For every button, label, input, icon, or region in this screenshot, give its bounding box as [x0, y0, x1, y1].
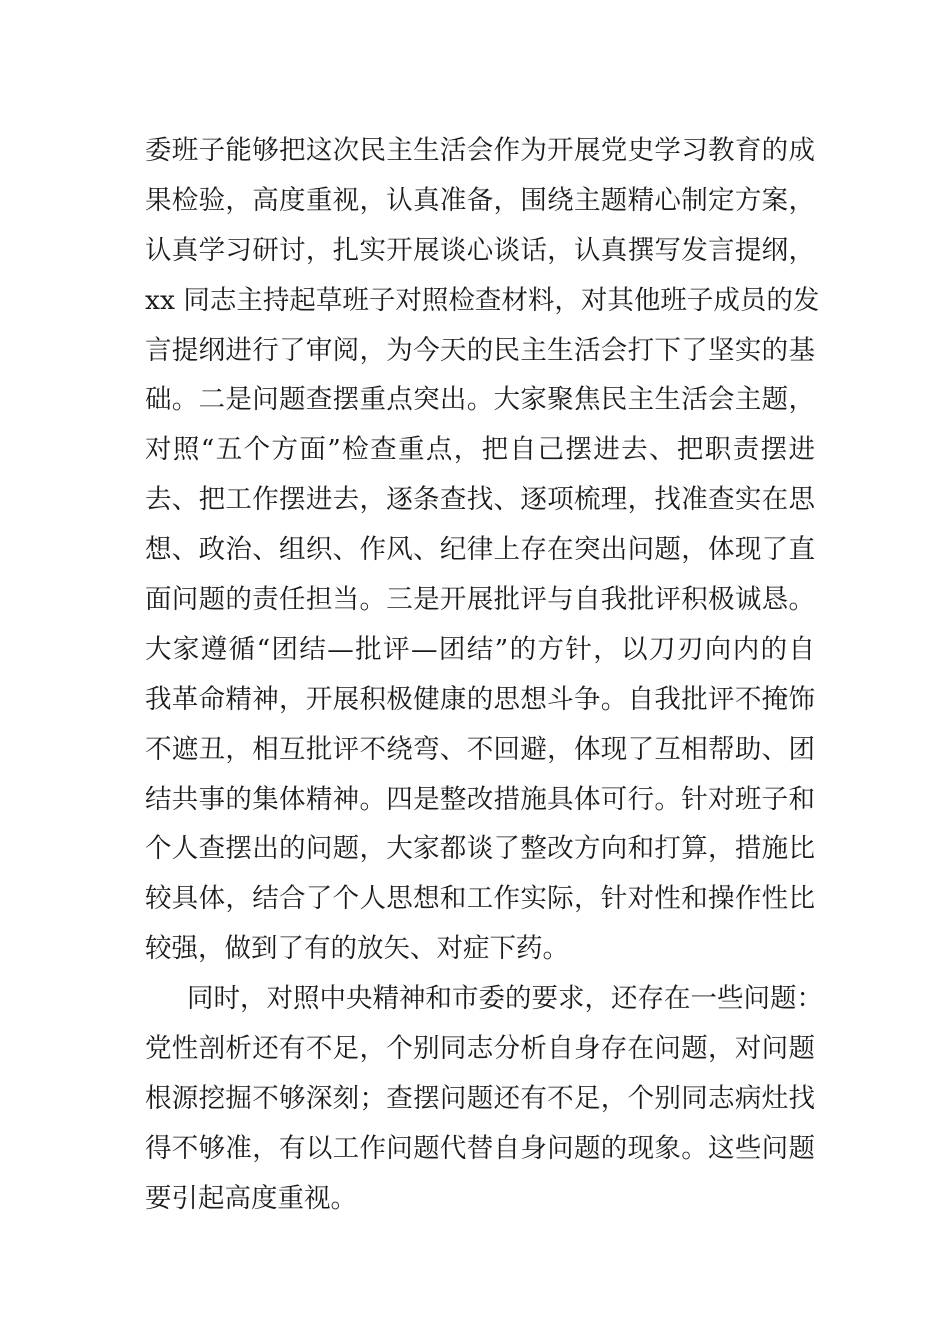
- text-line: 面问题的责任担当。三是开展批评与自我批评积极诚恳。: [145, 584, 815, 616]
- text-line: 同时，对照中央精神和市委的要求，还存在一些问题：: [187, 983, 823, 1015]
- text-line: 较强，做到了有的放矢、对症下药。: [145, 933, 569, 965]
- text-line: 结共事的集体精神。四是整改措施具体可行。针对班子和: [145, 783, 815, 815]
- text-line: 根源挖掘不够深刻；查摆问题还有不足，个别同志病灶找: [145, 1082, 815, 1114]
- text-line: 我革命精神，开展积极健康的思想斗争。自我批评不掩饰: [145, 683, 815, 715]
- text-line: xx 同志主持起草班子对照检查材料，对其他班子成员的发: [145, 284, 820, 316]
- text-line: 去、把工作摆进去，逐条查找、逐项梳理，找准查实在思: [145, 484, 815, 516]
- text-line: 言提纲进行了审阅，为今天的民主生活会打下了坚实的基: [145, 334, 815, 366]
- text-line: 果检验，高度重视，认真准备，围绕主题精心制定方案，: [145, 184, 815, 216]
- text-line: 认真学习研讨，扎实开展谈心谈话，认真撰写发言提纲，: [145, 234, 815, 266]
- text-line: 党性剖析还有不足，个别同志分析自身存在问题，对问题: [145, 1033, 815, 1065]
- text-line: 对照“五个方面”检查重点，把自己摆进去、把职责摆进: [145, 434, 815, 466]
- paragraph-2: [145, 974, 823, 1223]
- text-line: 得不够准，有以工作问题代替自身问题的现象。这些问题: [145, 1132, 815, 1164]
- text-line: 个人查摆出的问题，大家都谈了整改方向和打算，措施比: [145, 833, 815, 865]
- text-line: 想、政治、组织、作风、纪律上存在突出问题，体现了直: [145, 534, 815, 566]
- text-line: 要引起高度重视。: [145, 1182, 357, 1214]
- document-body: [145, 126, 823, 1224]
- text-line: 委班子能够把这次民主生活会作为开展党史学习教育的成: [145, 135, 815, 166]
- text-line: 较具体，结合了个人思想和工作实际，针对性和操作性比: [145, 883, 815, 915]
- text-line: 大家遵循“团结—批评—团结”的方针，以刀刃向内的自: [145, 633, 815, 665]
- paragraph-1: [145, 126, 820, 974]
- text-line: 不遮丑，相互批评不绕弯、不回避，体现了互相帮助、团: [145, 733, 815, 765]
- text-line: 础。二是问题查摆重点突出。大家聚焦民主生活会主题，: [145, 384, 815, 416]
